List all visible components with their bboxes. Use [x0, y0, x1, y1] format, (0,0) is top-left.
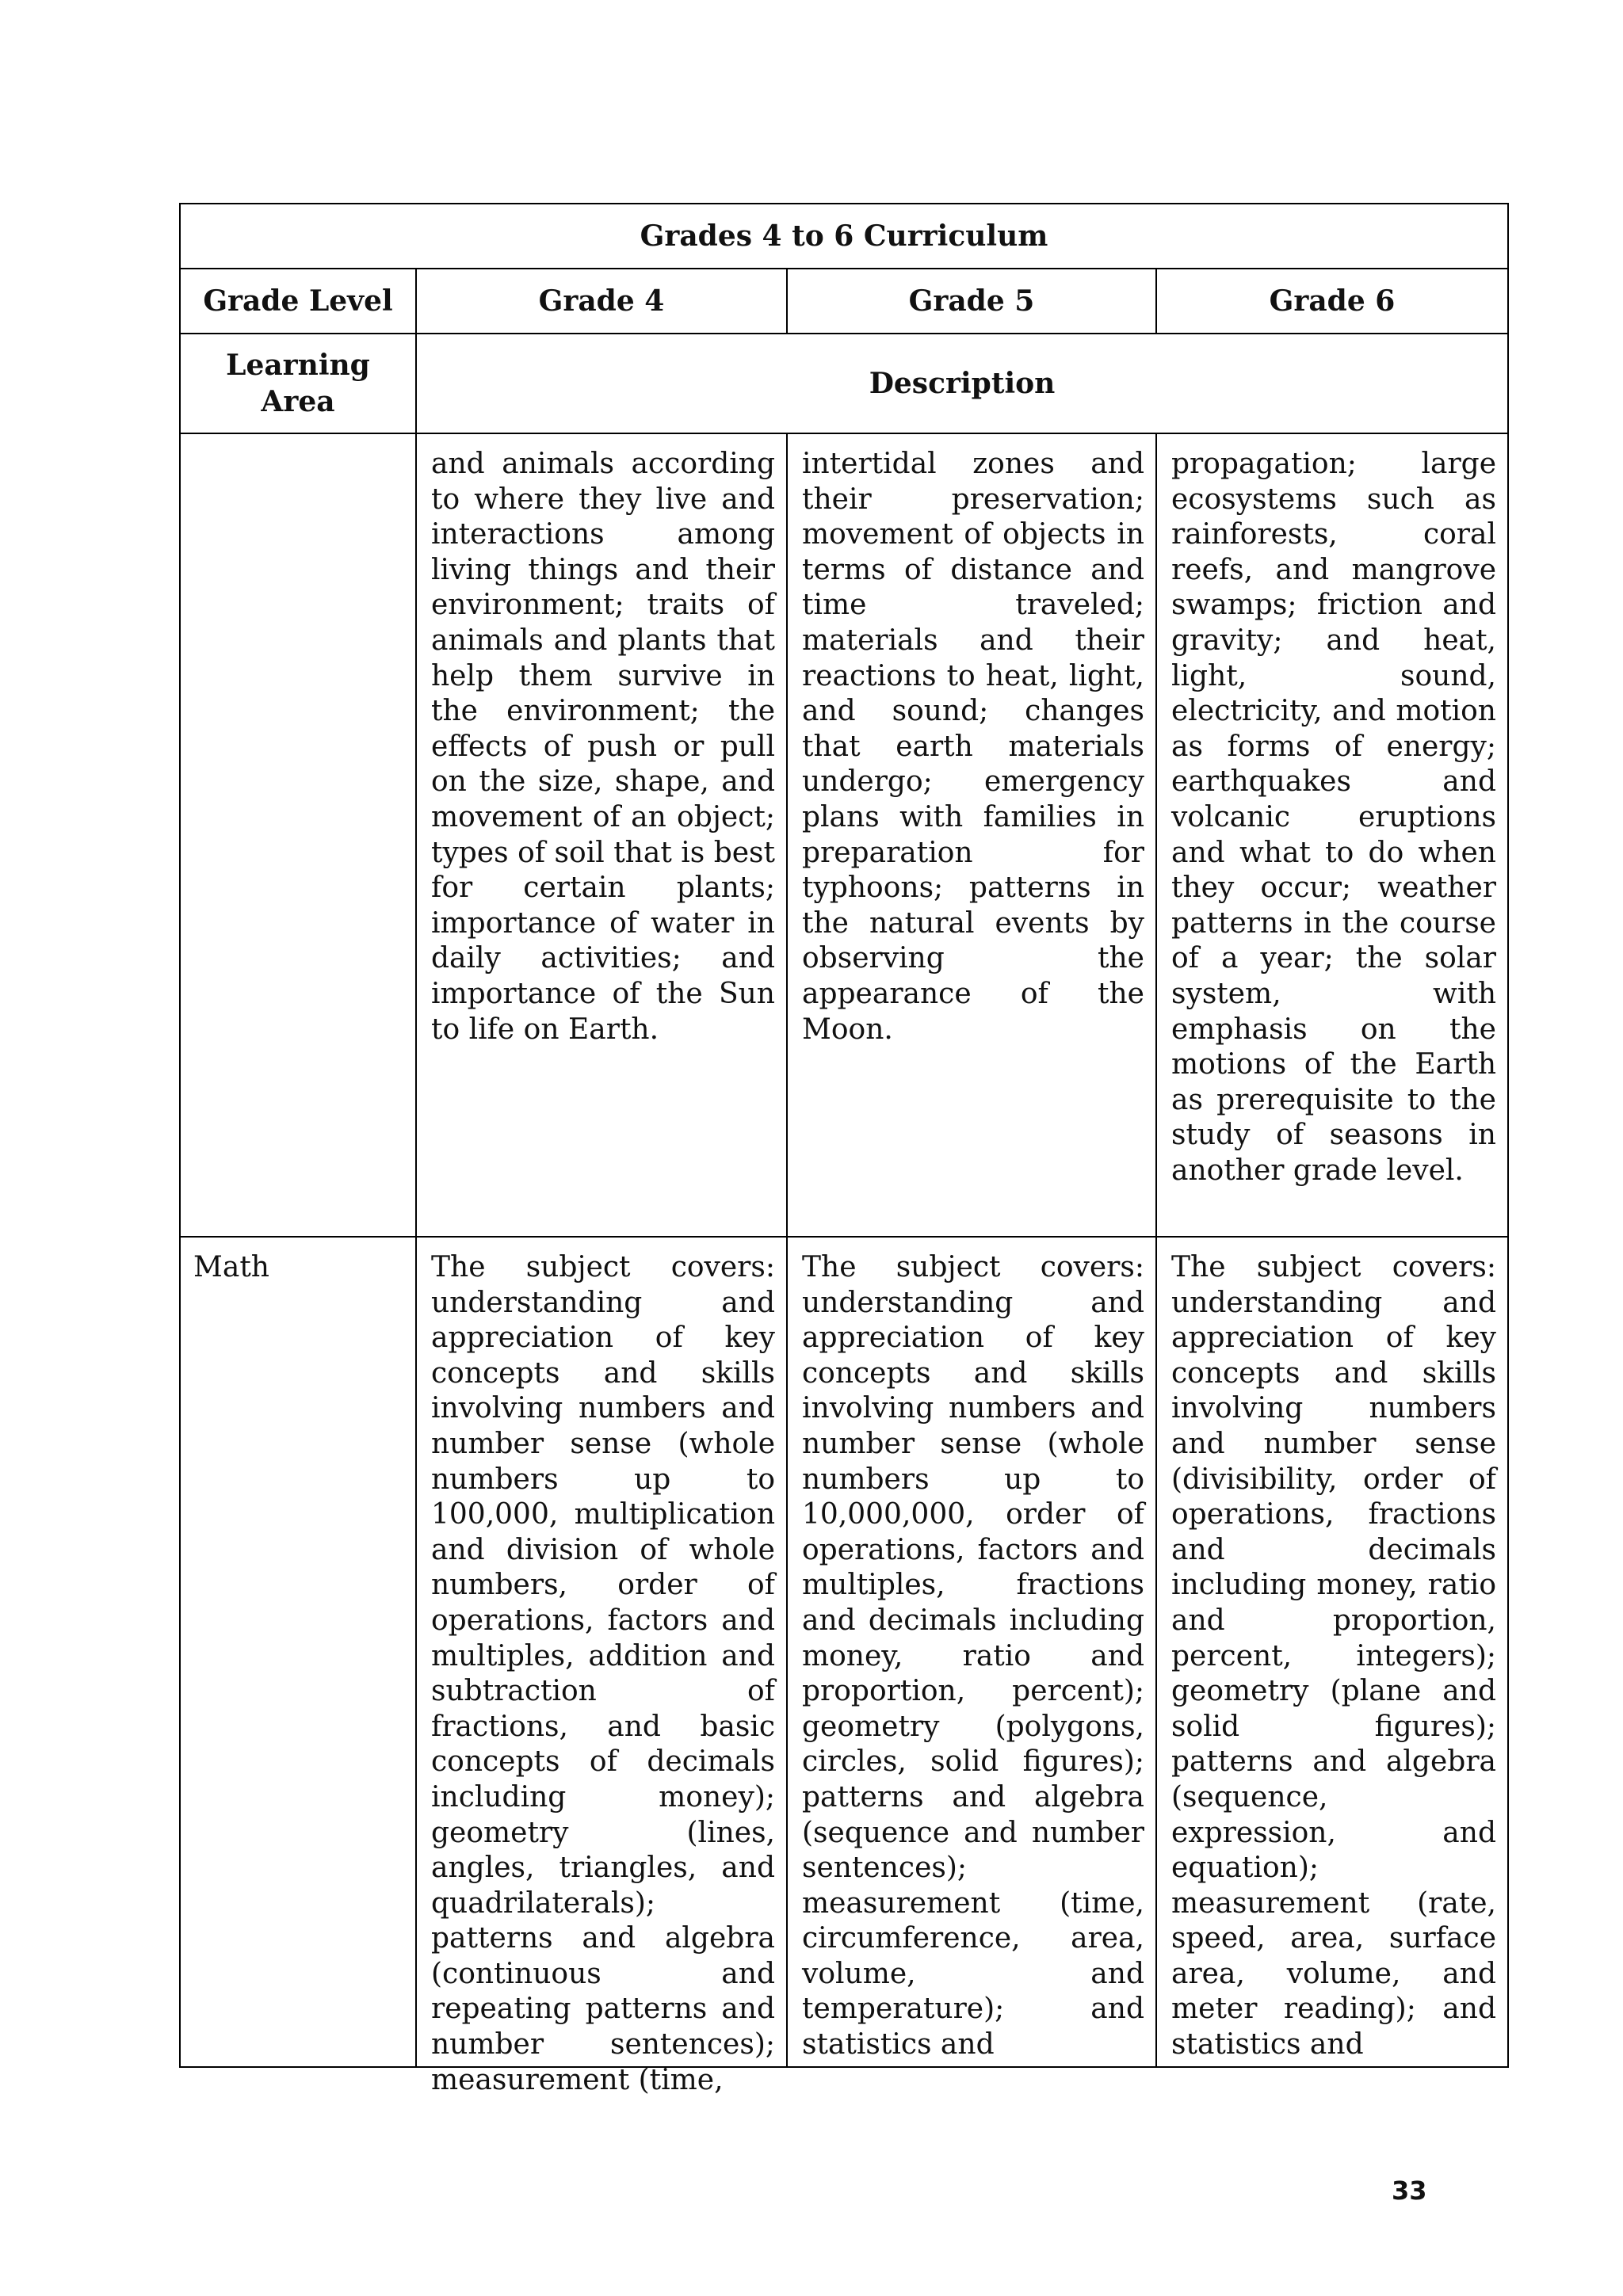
grade6-description: The subject covers: understanding and appreciation of key concepts and skills involving numbers and number sense (divisibility, order of operations, fractions and decimals including money, ratio and proportion, percent, integers); geometry (plane and solid figures); patterns and algebra (sequence, expression, and equation); measurement (rate, speed, area, surface area, volume, and meter reading); and statistics and — [1171, 1251, 1496, 2061]
grade-level-header: Grade Level — [181, 269, 417, 333]
learning-area-header — [181, 334, 417, 433]
subject-cell — [181, 434, 417, 1236]
grade6-header: Grade 6 — [1269, 284, 1396, 318]
grade5-description: intertidal zones and their preservation; movement of objects in terms of distance and time traveled; materials and their reactions to heat, light, and sound; changes that earth materials undergo; emergency plans with families in preparation for typhoons; patterns in the natural events by observing the appearance of the Moon. — [788, 434, 1157, 1236]
grade5-header: Grade 5 — [788, 269, 1157, 333]
grade6-description: propagation; large ecosystems such as rainforests, coral reefs, and mangrove swamps; friction and gravity; and heat, light, sound, electricity, and motion as forms of energy; earthquakes and volcanic eruptions and what to do when they occur; weather patterns in the course of a year; the solar system, with emphasis on the motions of the Earth as prerequisite to the study of seasons in another grade level. — [1171, 448, 1496, 1187]
description-header: Description — [869, 367, 1056, 400]
grade5-description: The subject covers: understanding and appreciation of key concepts and skills involving numbers and number sense (whole numbers up to 10,000,000, order of operations, factors and multiples, fractions and decimals including money, ratio and proportion, percent); geometry (polygons, circles, solid figures); patterns and algebra (sequence and number sentences); measurement (time, circumference, area, volume, and temperature); and statistics and — [788, 1238, 1157, 2066]
learning-area-line2: Area — [261, 385, 335, 418]
subject-cell: Math — [181, 1238, 417, 2066]
table-row — [181, 1238, 1507, 2096]
table-row — [181, 434, 1507, 1238]
grade-header-row — [181, 269, 1507, 334]
table-title: Grades 4 to 6 Curriculum — [181, 204, 1507, 269]
grade4-header: Grade 4 — [417, 269, 788, 333]
grade4-description: The subject covers: understanding and appreciation of key concepts and skills involving numbers and number sense (whole numbers up to 100,000, multiplication and division of whole numbers, order of operations, factors and multiples, addition and subtraction of fractions, and basic concepts of decimals including money); geometry (lines, angles, triangles, and quadrilaterals); patterns and algebra (continuous and repeating patterns and number sentences); measurement (time, — [417, 1238, 788, 2066]
page-number: 33 — [1392, 2176, 1427, 2206]
learning-area-line1: Learning — [226, 349, 370, 382]
learning-area-header-row — [181, 334, 1507, 434]
curriculum-table — [179, 203, 1509, 2096]
grade4-description: and animals according to where they live and interactions among living things and their environment; traits of animals and plants that help them survive in the environment; the effects of push or pull on the size, shape, and movement of an object; types of soil that is best for certain plants; importance of water in daily activities; and importance of the Sun to life on Earth. — [417, 434, 788, 1236]
